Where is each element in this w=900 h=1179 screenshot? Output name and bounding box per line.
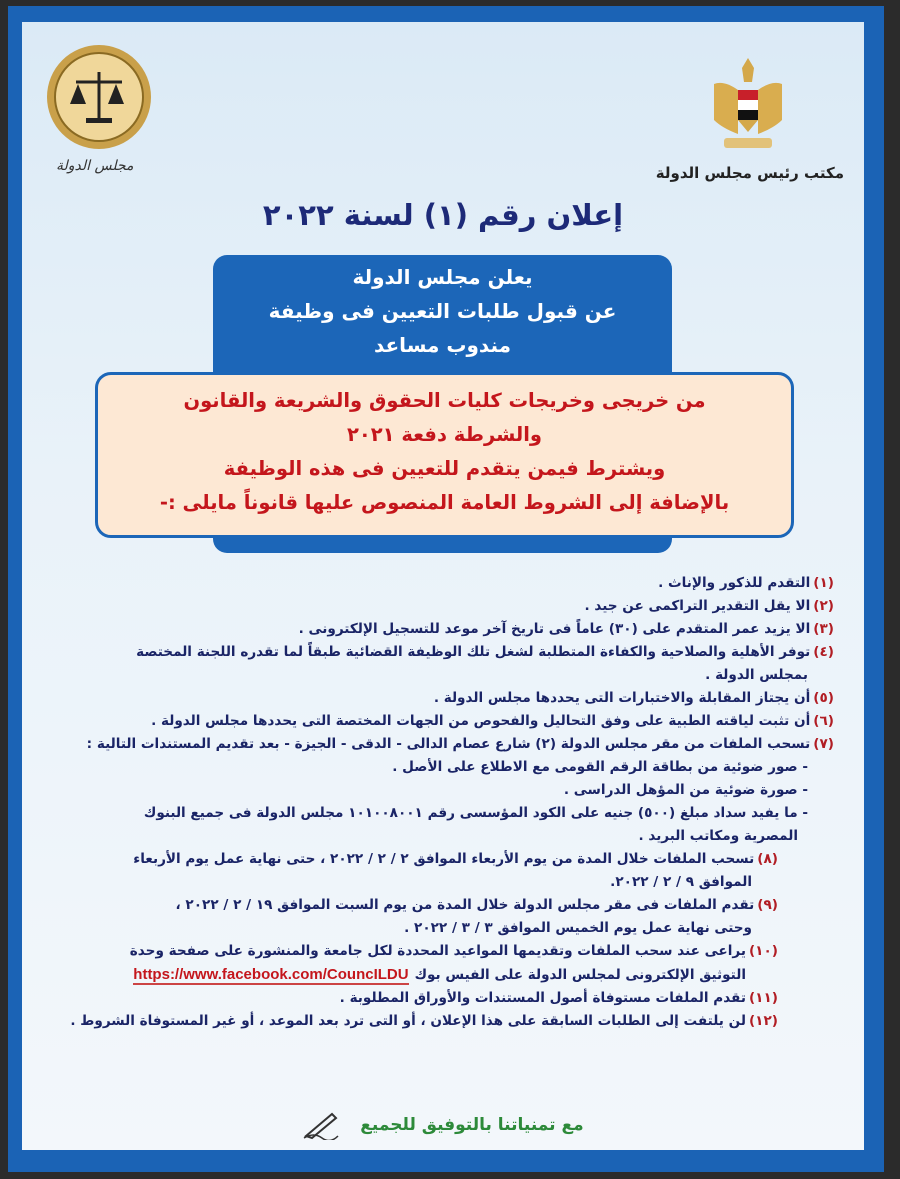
closing-message: [22, 1110, 864, 1140]
banner-line: مندوب مساعد: [373, 333, 512, 357]
council-of-state-seal-icon: [46, 44, 152, 150]
condition-item: (٧)تسحب الملفات من مقر مجلس الدولة (٢) شارع عصام الدالى - الدقى - الجيزة - بعد تقديم المستندات التالية :: [86, 736, 834, 752]
blue-banner-text: [213, 260, 672, 362]
eligibility-text: [95, 384, 794, 520]
document-item: - صورة ضوئية من المؤهل الدراسى .: [563, 782, 808, 798]
seal-caption: مجلس الدولة: [56, 158, 134, 174]
condition-item: (٨)تسحب الملفات خلال المدة من يوم الأربعاء الموافق ٢ / ٢ / ٢٠٢٢ ، حتى نهاية عمل يوم الأربعاء: [133, 851, 778, 867]
eligibility-line: ويشترط فيمن يتقدم للتعيين فى هذه الوظيفة: [223, 457, 666, 480]
condition-item: (١)التقدم للذكور والإناث .: [658, 575, 834, 591]
condition-continuation: وحتى نهاية عمل يوم الخميس الموافق ٣ / ٣ / ٢٠٢٢ .: [404, 920, 752, 936]
document-item-continuation: المصرية ومكاتب البريد .: [638, 828, 798, 844]
condition-item: (١٠)يراعى عند سحب الملفات وتقديمها المواعيد المحددة لكل جامعة والمنشورة على صفحة وحدة: [129, 943, 778, 959]
egypt-eagle-emblem-icon: [710, 54, 786, 154]
condition-item: (١١)تقدم الملفات مستوفاة أصول المستندات والأوراق المطلوبة .: [339, 990, 778, 1006]
document-item: - صور ضوئية من بطاقة الرقم القومى مع الاطلاع على الأصل .: [392, 759, 808, 775]
announcement-title: إعلان رقم (١) لسنة ٢٠٢٢: [262, 198, 624, 232]
document-item: - ما يفيد سداد مبلغ (٥٠٠) جنيه على الكود المؤسسى رقم ١٠١٠٠٨٠٠١ مجلس الدولة فى جميع البنوك: [143, 805, 808, 821]
condition-item: (٤)توفر الأهلية والصلاحية والكفاءة المتطلبة لشغل تلك الوظيفة القضائية طبقاً لما تقدره اللجنة المختصة: [136, 644, 834, 660]
eligibility-line: والشرطة دفعة ٢٠٢١: [346, 423, 543, 446]
closing-text: مع تمنياتنا بالتوفيق للجميع: [360, 1115, 584, 1135]
facebook-link[interactable]: https://www.facebook.com/CouncILDU: [133, 966, 409, 983]
banner-line: يعلن مجلس الدولة: [352, 265, 533, 289]
conditions-list: [36, 572, 834, 1033]
announcement-poster: [22, 22, 864, 1150]
condition-item: (٣)الا يزيد عمر المتقدم على (٣٠) عاماً فى تاريخ آخر موعد للتسجيل الإلكترونى .: [298, 621, 834, 637]
pen-writing-icon: [302, 1110, 342, 1140]
office-label: مكتب رئيس مجلس الدولة: [655, 164, 844, 182]
condition-continuation: الموافق ٩ / ٢ / ٢٠٢٢.: [610, 874, 752, 890]
condition-item: (١٢)لن يلتفت إلى الطلبات السابقة على هذا الإعلان ، أو التى ترد بعد الموعد ، أو غير المستوفاة الشروط .: [70, 1013, 778, 1029]
condition-item: (٥)أن يجتاز المقابلة والاختبارات التى يحددها مجلس الدولة .: [433, 690, 834, 706]
eligibility-line: من خريجى وخريجات كليات الحقوق والشريعة والقانون: [183, 389, 706, 412]
banner-line: عن قبول طلبات التعيين فى وظيفة: [268, 299, 617, 323]
eligibility-line: بالإضافة إلى الشروط العامة المنصوص عليها قانوناً مايلى :-: [159, 491, 730, 514]
condition-continuation: التوثيق الإلكترونى لمجلس الدولة على الفيس بوكhttps://www.facebook.com/CouncILDU: [133, 966, 746, 983]
condition-item: (٩)تقدم الملفات فى مقر مجلس الدولة خلال المدة من يوم السبت الموافق ١٩ / ٢ / ٢٠٢٢ ،: [175, 897, 778, 913]
condition-item: (٦)أن تثبت لياقته الطبية على وفق التحاليل والفحوص من الجهات المختصة التى يحددها مجلس الدولة .: [151, 713, 834, 729]
condition-item: (٢)الا يقل التقدير التراكمى عن جيد .: [584, 598, 834, 614]
condition-continuation: بمجلس الدولة .: [705, 667, 808, 683]
